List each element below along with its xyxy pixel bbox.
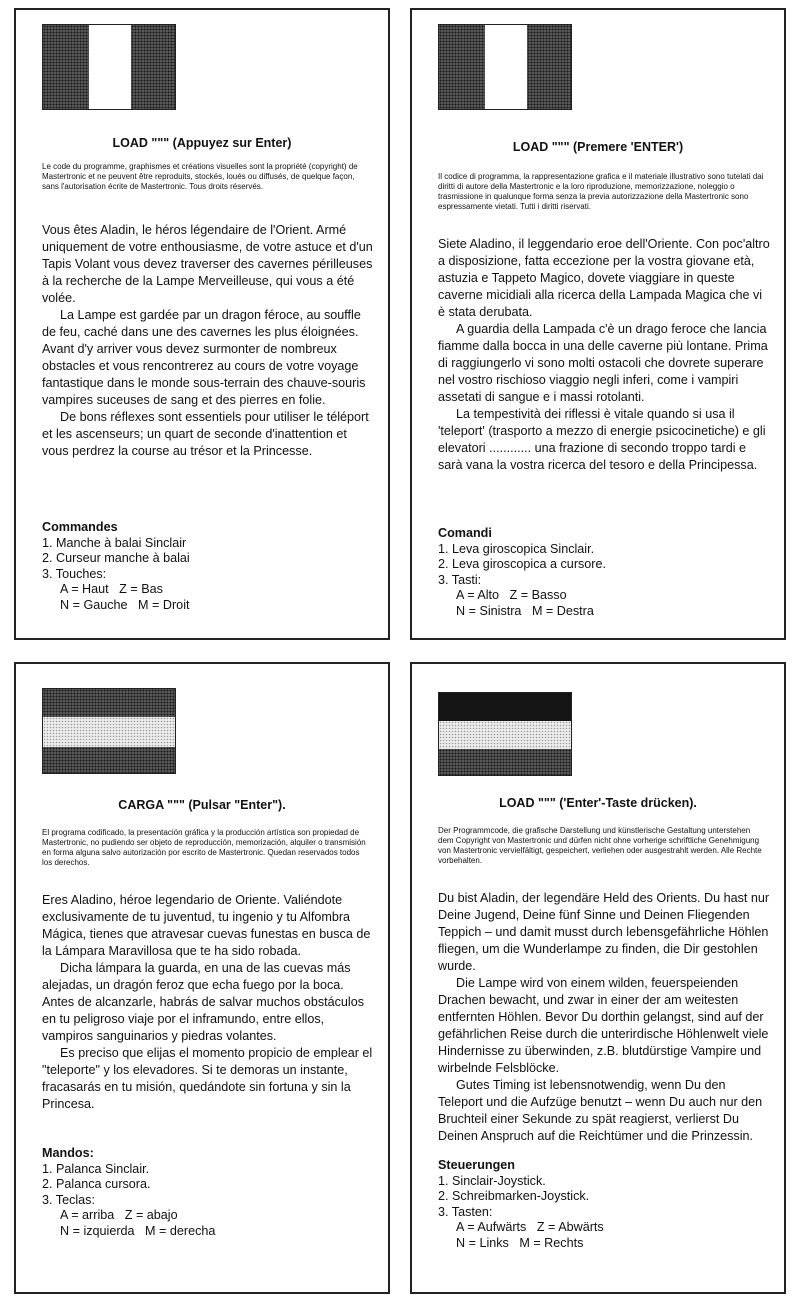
- flag-germany: [438, 692, 572, 776]
- paragraph: Vous êtes Aladin, le héros légendaire de l'Orient. Armé uniquement de votre enthousiasme, de votre astuce et d'un Tapis Volant vous devez traverser des cavernes périlleuses à la recherche de la Lampe Merveilleuse, qui vous a été volée.: [42, 223, 373, 305]
- key-mapping: A = Alto Z = Basso: [456, 588, 567, 602]
- load-heading: LOAD """ (Premere 'ENTER'): [512, 140, 684, 154]
- key-mapping: N = Gauche M = Droit: [60, 597, 190, 612]
- key-mapping: N = Sinistra M = Destra: [456, 603, 594, 618]
- paragraph: A guardia della Lampada c'è un drago feroce che lancia fiamme dalla bocca in una delle caverne più lontane. Prima di raggiungerlo vi sono molti ostacoli che dovrete superare nel vostro rischioso viaggio negli inferi, come i vampiri assetati di sangue e i massi rotolanti.: [438, 322, 768, 404]
- paragraph: Eres Aladino, héroe legendario de Oriente. Valiéndote exclusivamente de tu juventud, tu ingenio y tu Alfombra Mágica, tienes que atravesar cuevas funestas en busca de la Lámpara Maravillosa que te ha sido robada.: [42, 893, 371, 958]
- story-text: [42, 222, 374, 460]
- flag-italy: [438, 24, 572, 110]
- key-mapping: N = izquierda M = derecha: [60, 1223, 216, 1238]
- control-item: 2. Schreibmarken-Joystick.: [438, 1189, 590, 1203]
- paragraph: Es preciso que elijas el momento propicio de emplear el "teleporte" y los elevadores. Si te demoras un instante, fracasarás en tu misión, quedándote sin fortuna y sin la Princesa.: [42, 1046, 373, 1111]
- load-heading: LOAD """ (Appuyez sur Enter): [112, 136, 292, 150]
- paragraph: Du bist Aladin, der legendäre Held des Orients. Du hast nur Deine Jugend, Deine fünf Sinne und Deinen Fliegenden Teppich – und damit musst durch lebensgefährliche Höhlen fliegen, um die Wunderlampe zu finden, die Dir gestohlen wurde.: [438, 891, 770, 973]
- control-item: 3. Teclas:: [42, 1192, 95, 1207]
- paragraph: Die Lampe wird von einem wilden, feuerspeienden Drachen bewacht, und zwar in einer der am weitesten entfernten Höhlen. Bevor Du dorthin gelangst, sind auf der gefährlichen Reise durch die unterirdische Höhlenwelt viele Hindernisse zu überwinden, z.B. blutdürstige Vampire und wirbelnde Felsblöcke.: [438, 976, 769, 1075]
- paragraph: De bons réflexes sont essentiels pour utiliser le téléport et les ascenseurs; un quart de seconde d'inattention et vous perdrez la course au trésor et la Princesse.: [42, 410, 369, 458]
- controls-section: [42, 520, 374, 613]
- controls-title: Comandi: [438, 526, 492, 540]
- copyright-notice: Il codice di programma, la rappresentazione grafica e il materiale illustrativo sono tutelati dai diritti di autore della Mastertronic e la loro riproduzione, memorizzazione, noleggio o trasmissione in qualunque forma senza la previa autorizzazione della Mastertronic sono espressamente vietati. Tutti i diritti riservati.: [438, 172, 764, 211]
- control-item: 1. Palanca Sinclair.: [42, 1161, 150, 1176]
- card-spanish: [14, 662, 390, 1294]
- controls-title: Steuerungen: [438, 1158, 515, 1172]
- controls-title: Commandes: [42, 520, 118, 534]
- control-item: 1. Manche à balai Sinclair: [42, 535, 187, 550]
- key-mapping: A = arriba Z = abajo: [60, 1208, 178, 1222]
- story-text: [438, 236, 770, 474]
- control-item: 3. Touches:: [42, 566, 107, 581]
- card-italian: [410, 8, 786, 640]
- control-item: 2. Curseur manche à balai: [42, 551, 190, 565]
- key-mapping: A = Aufwärts Z = Abwärts: [456, 1220, 604, 1234]
- key-mapping: N = Links M = Rechts: [456, 1235, 584, 1250]
- card-french: [14, 8, 390, 640]
- story-text: [42, 892, 374, 1113]
- story-text: [438, 890, 770, 1145]
- card-german: [410, 662, 786, 1294]
- copyright-notice: El programa codificado, la presentación gráfica y la producción artística son propiedad de Mastertronic, no pudiendo ser objeto de reproducción, memorización, alquiler o transmisión en forma alguna salvo autorización por escrito de Mastertronic. Quedan reservados todos los derechos.: [42, 828, 366, 867]
- controls-section: [42, 1146, 374, 1239]
- control-item: 3. Tasti:: [438, 572, 482, 587]
- control-item: 1. Sinclair-Joystick.: [438, 1173, 546, 1188]
- copyright-notice: Der Programmcode, die grafische Darstellung und künstlerische Gestaltung unterstehen dem Copyright von Mastertronic und dürfen nicht ohne vorherige schriftliche Genehmigung von Mastertronic vervielfältigt, gespeichert, verliehen oder ausgestrahlt werden. Alle Rechte vorbehalten.: [438, 826, 762, 865]
- copyright-notice: Le code du programme, graphismes et créations visuelles sont la propriété (copyright) de Mastertronic et ne peuvent être reproduits, stockés, loués ou diffusés, de quelque façon, sans l'autorisation écrite de Mastertronic. Tous droits réservés.: [42, 162, 358, 191]
- flag-france: [42, 24, 176, 110]
- load-heading: CARGA """ (Pulsar "Enter").: [118, 798, 286, 812]
- controls-section: [438, 526, 770, 619]
- paragraph: Siete Aladino, il leggendario eroe dell'Oriente. Con poc'altro a disposizione, fatta eccezione per la vostra giovane età, astuzia e Tappeto Magico, dovete viaggiare in queste caverne micidiali alla ricerca della Lampada Magica che vi è stata derubata.: [438, 237, 770, 319]
- paragraph: La tempestività dei riflessi è vitale quando si usa il 'teleport' (trasporto a mezzo di energie psicocinetiche) e gli elevatori ............ una frazione di secondo troppo tardi e sarà vana la vostra ricerca del tesoro e della Principessa.: [438, 407, 766, 472]
- control-item: 2. Leva giroscopica a cursore.: [438, 557, 607, 571]
- load-heading: LOAD """ ('Enter'-Taste drücken).: [499, 796, 697, 810]
- controls-section: [438, 1158, 770, 1251]
- paragraph: Dicha lámpara la guarda, en una de las cuevas más alejadas, un dragón feroz que echa fuego por la boca. Antes de alcanzarle, habrás de salvar muchos obstáculos en tu peligroso viaje por el inframundo, entre ellos, vampiros sanguinarios y piedras volantes.: [42, 961, 365, 1043]
- paragraph: Gutes Timing ist lebensnotwendig, wenn Du den Teleport und die Aufzüge benutzt – wenn Du auch nur den Bruchteil einer Sekunde zu spät reagierst, verlierst Du Deinen Anspruch auf die Reichtümer und die Prinzessin.: [438, 1078, 763, 1143]
- control-item: 1. Leva giroscopica Sinclair.: [438, 541, 595, 556]
- key-mapping: A = Haut Z = Bas: [60, 582, 163, 596]
- control-item: 2. Palanca cursora.: [42, 1177, 151, 1191]
- controls-title: Mandos:: [42, 1146, 94, 1160]
- control-item: 3. Tasten:: [438, 1204, 493, 1219]
- paragraph: La Lampe est gardée par un dragon féroce, au souffle de feu, caché dans une des cavernes les plus éloignées. Avant d'y arriver vous devez surmonter de nombreux obstacles et vous rencontrerez au cours de votre voyage fantastique dans le monde sous-terrain des chauve-souris vampires suceuses de sang et des pierres en folie.: [42, 308, 366, 407]
- flag-spain: [42, 688, 176, 774]
